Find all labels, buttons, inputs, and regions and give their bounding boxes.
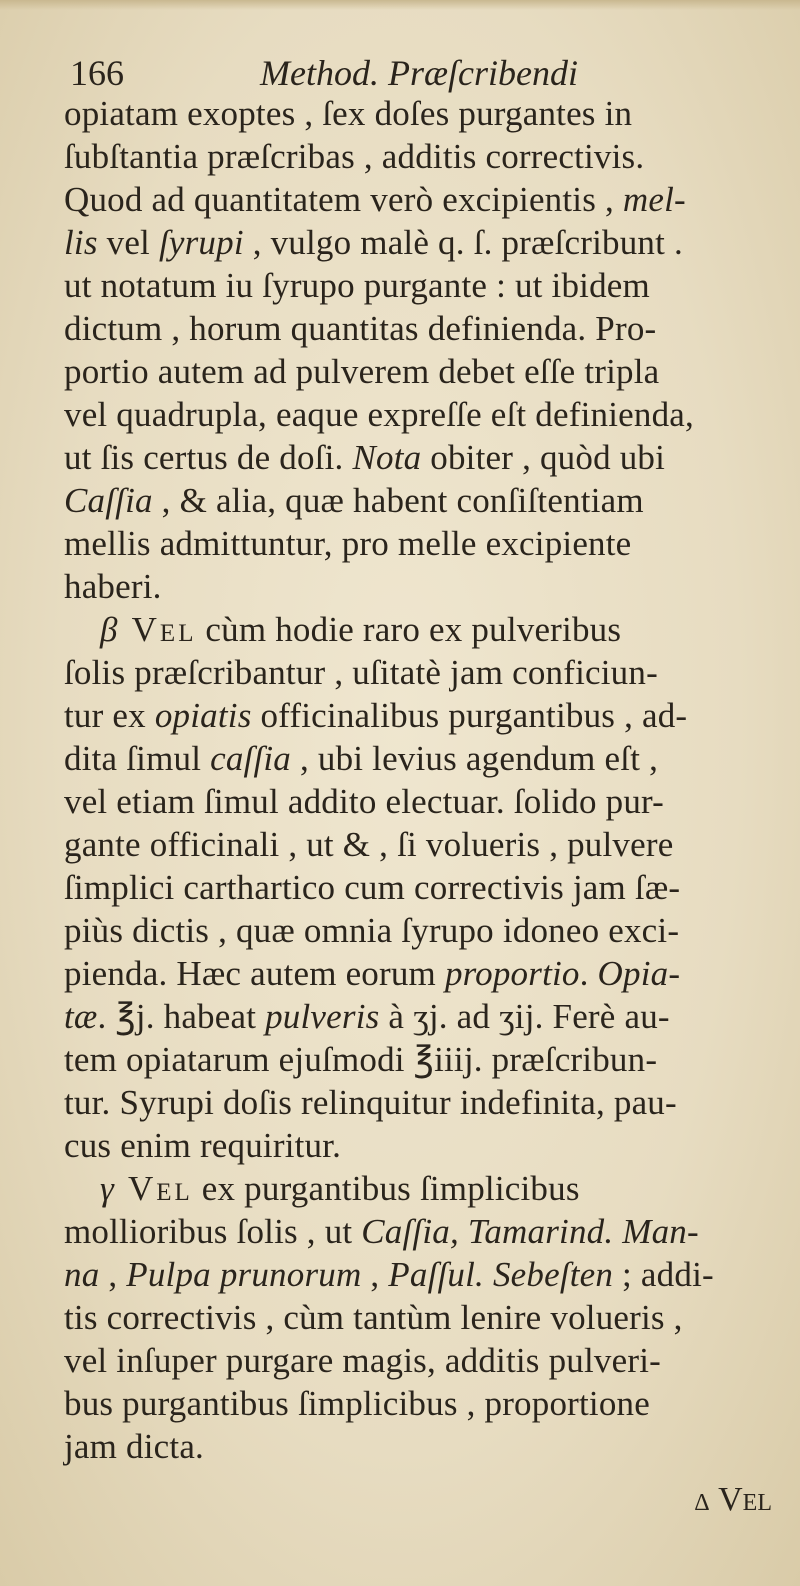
text-span: .: [579, 954, 598, 993]
italic-span: tæ: [64, 997, 98, 1036]
text-span: vel inſuper purgare magis, additis pulveri-: [64, 1341, 661, 1380]
italic-span: Caſſia: [64, 481, 153, 520]
italic-span: lis: [64, 223, 98, 262]
text-span: ſimplici carthartico cum correctivis jam ſæ-: [64, 868, 681, 907]
text-line: [64, 1124, 764, 1168]
italic-span: na: [64, 1255, 100, 1294]
text-span: jam dicta.: [64, 1427, 205, 1466]
text-span: tur ex: [64, 696, 155, 735]
text-span: tur. Syrupi doſis relinquitur indefinita, pau-: [64, 1083, 677, 1122]
text-line: [64, 694, 764, 738]
text-span: tis correctivis , cùm tantùm lenire volueris ,: [64, 1298, 683, 1337]
text-line: [64, 737, 764, 781]
text-span: mellis admittuntur, pro melle excipiente: [64, 524, 632, 563]
running-title: Method. Præſcribendi: [260, 53, 578, 93]
text-span: vel quadrupla, eaque expreſſe eſt definienda,: [64, 395, 694, 434]
text-line: [100, 1167, 764, 1211]
smallcaps-span: Vel: [128, 1169, 193, 1208]
text-span: ut notatum iu ſyrupo purgante : ut ibidem: [64, 266, 650, 305]
text-span: dita ſimul: [64, 739, 211, 778]
text-span: à ʒj. ad ʒij. Ferè au-: [379, 997, 670, 1036]
paragraph-mark: β: [100, 610, 118, 649]
text-line: [64, 221, 764, 265]
text-span: ; addi-: [613, 1255, 714, 1294]
text-line: [64, 264, 764, 308]
page-header: [70, 48, 760, 98]
text-line: [64, 866, 764, 910]
italic-span: Opia-: [597, 954, 681, 993]
italic-span: mel-: [622, 180, 686, 219]
text-span: ſubſtantia præſcribas , additis correctivis.: [64, 137, 645, 176]
text-span: ſolis præſcribantur , uſitatè jam conficiun-: [64, 653, 658, 692]
text-span: , vulgo malè q. ſ. præſcribunt .: [243, 223, 683, 262]
italic-span: Pulpa prunorum: [126, 1255, 362, 1294]
text-span: , & alia, quæ habent conſiſtentiam: [152, 481, 644, 520]
text-line: [64, 479, 764, 523]
text-span: mollioribus ſolis , ut: [64, 1212, 362, 1251]
italic-span: Caſſia, Tamarind. Man-: [361, 1212, 699, 1251]
text-span: dictum , horum quantitas definienda. Pro-: [64, 309, 657, 348]
text-span: ex purgantibus ſimplicibus: [192, 1169, 580, 1208]
text-span: cus enim requiritur.: [64, 1126, 342, 1165]
text-span: vel etiam ſimul addito electuar. ſolido pur-: [64, 782, 665, 821]
text-line: [64, 393, 764, 437]
text-line: [64, 307, 764, 351]
text-line: [64, 565, 764, 609]
text-line: [64, 1339, 764, 1383]
text-span: pienda. Hæc autem eorum: [64, 954, 445, 993]
text-line: [64, 995, 764, 1039]
text-line: [64, 522, 764, 566]
text-line: [64, 651, 764, 695]
text-span: Quod ad quantitatem verò excipientis ,: [64, 180, 623, 219]
text-span: officinalibus purgantibus , ad-: [251, 696, 688, 735]
text-span: , ubi levius agendum eſt ,: [291, 739, 659, 778]
paragraph-mark: γ: [100, 1169, 114, 1208]
text-line: [64, 1425, 764, 1469]
italic-span: Paſſul. Sebeſten: [388, 1255, 614, 1294]
text-span: tem opiatarum ejuſmodi ℥iiij. præſcribun-: [64, 1040, 658, 1079]
italic-span: Nota: [352, 438, 422, 477]
text-line: [64, 92, 764, 136]
page-number: 166: [70, 53, 124, 93]
text-span: haberi.: [64, 567, 162, 606]
text-line: [64, 1081, 764, 1125]
text-line: [64, 436, 764, 480]
text-line: [64, 1382, 764, 1426]
text-line: [100, 608, 764, 652]
text-line: [64, 952, 764, 996]
text-line: [64, 1038, 764, 1082]
italic-span: ſyrupi: [158, 223, 244, 262]
text-line: [64, 135, 764, 179]
text-span: cùm hodie raro ex pulveribus: [196, 610, 622, 649]
text-span: portio autem ad pulverem debet eſſe tripla: [64, 352, 660, 391]
text-line: [64, 823, 764, 867]
text-line: [64, 780, 764, 824]
text-span: ut ſis certus de doſi.: [64, 438, 353, 477]
smallcaps-span: Vel: [131, 610, 197, 649]
text-span: vel: [97, 223, 159, 262]
text-span: ,: [361, 1255, 389, 1294]
text-line: [64, 1210, 764, 1254]
text-span: bus purgantibus ſimplicibus , proportione: [64, 1384, 650, 1423]
text-line: [64, 1253, 764, 1297]
text-line: [64, 350, 764, 394]
text-line: [64, 178, 764, 222]
italic-span: caſſia: [210, 739, 292, 778]
text-line: [64, 1296, 764, 1340]
text-span: opiatam exoptes , ſex doſes purgantes in: [64, 94, 633, 133]
text-span: ,: [99, 1255, 127, 1294]
italic-span: proportio: [444, 954, 580, 993]
catchword: δ Vel: [694, 1481, 772, 1518]
text-span: . ℥j. habeat: [97, 997, 266, 1036]
italic-span: pulveris: [265, 997, 380, 1036]
text-span: piùs dictis , quæ omnia ſyrupo idoneo exci-: [64, 911, 680, 950]
italic-span: opiatis: [154, 696, 252, 735]
text-span: gante officinali , ut & , ſi volueris , pulvere: [64, 825, 674, 864]
text-span: obiter , quòd ubi: [421, 438, 666, 477]
text-line: [64, 909, 764, 953]
